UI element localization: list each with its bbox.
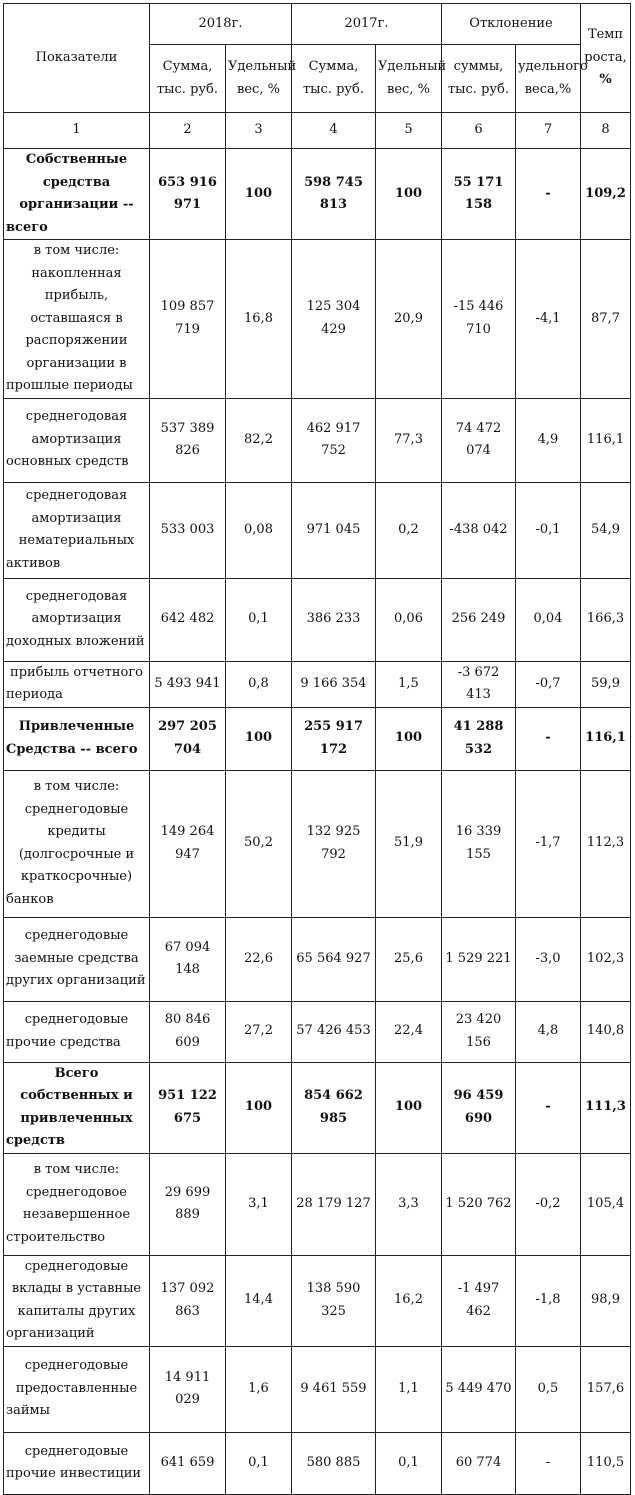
deviation-sum: 1 520 762 bbox=[442, 1153, 516, 1255]
share-2018: 0,8 bbox=[226, 661, 292, 707]
table-row bbox=[4, 917, 631, 1001]
row-label: Собственные средства организации -- всего bbox=[4, 149, 150, 240]
sum-2018: 641 659 bbox=[150, 1432, 226, 1494]
row-label: среднегодовая амортизация доходных вложений bbox=[4, 578, 150, 661]
sum-2018: 14 911 029 bbox=[150, 1346, 226, 1432]
deviation-share: -3,0 bbox=[516, 917, 581, 1001]
share-2017: 20,9 bbox=[376, 240, 442, 399]
row-label: Всего собственных и привлеченных средств bbox=[4, 1062, 150, 1153]
deviation-sum: 16 339 155 bbox=[442, 770, 516, 917]
share-2018: 27,2 bbox=[226, 1001, 292, 1062]
header-dev-sum: суммы, тыс. руб. bbox=[442, 45, 516, 113]
column-number: 8 bbox=[581, 113, 631, 149]
sum-2017: 598 745 813 bbox=[292, 149, 376, 240]
growth-rate: 140,8 bbox=[581, 1001, 631, 1062]
deviation-sum: -438 042 bbox=[442, 482, 516, 578]
header-growth-line1: Темп bbox=[587, 27, 624, 43]
header-share-2018: Удельный вес, % bbox=[226, 45, 292, 113]
growth-rate: 87,7 bbox=[581, 240, 631, 399]
growth-rate: 105,4 bbox=[581, 1153, 631, 1255]
sum-2018: 109 857 719 bbox=[150, 240, 226, 399]
deviation-share: - bbox=[516, 149, 581, 240]
growth-rate: 54,9 bbox=[581, 482, 631, 578]
table-row bbox=[4, 1432, 631, 1494]
deviation-share: -0,2 bbox=[516, 1153, 581, 1255]
header-2017: 2017г. bbox=[292, 4, 442, 45]
sum-2017: 132 925 792 bbox=[292, 770, 376, 917]
deviation-sum: 74 472 074 bbox=[442, 398, 516, 482]
row-label: среднегодовые вклады в уставные капиталы других организаций bbox=[4, 1255, 150, 1346]
sum-2018: 137 092 863 bbox=[150, 1255, 226, 1346]
deviation-sum: -15 446 710 bbox=[442, 240, 516, 399]
row-label: среднегодовые предоставленные займы bbox=[4, 1346, 150, 1432]
deviation-share: 0,04 bbox=[516, 578, 581, 661]
column-number: 3 bbox=[226, 113, 292, 149]
deviation-sum: 23 420 156 bbox=[442, 1001, 516, 1062]
share-2018: 100 bbox=[226, 149, 292, 240]
sum-2017: 9 166 354 bbox=[292, 661, 376, 707]
table-row bbox=[4, 1346, 631, 1432]
share-2017: 22,4 bbox=[376, 1001, 442, 1062]
share-2017: 1,1 bbox=[376, 1346, 442, 1432]
sum-2017: 9 461 559 bbox=[292, 1346, 376, 1432]
share-2018: 1,6 bbox=[226, 1346, 292, 1432]
header-sum-2018: Сумма, тыс. руб. bbox=[150, 45, 226, 113]
deviation-sum: -3 672 413 bbox=[442, 661, 516, 707]
deviation-share: 0,5 bbox=[516, 1346, 581, 1432]
table-row bbox=[4, 707, 631, 770]
growth-rate: 116,1 bbox=[581, 707, 631, 770]
sum-2017: 386 233 bbox=[292, 578, 376, 661]
deviation-sum: 1 529 221 bbox=[442, 917, 516, 1001]
table-row bbox=[4, 149, 631, 240]
deviation-share: - bbox=[516, 1432, 581, 1494]
growth-rate: 109,2 bbox=[581, 149, 631, 240]
header-share-2017: Удельный вес, % bbox=[376, 45, 442, 113]
sum-2017: 971 045 bbox=[292, 482, 376, 578]
share-2017: 3,3 bbox=[376, 1153, 442, 1255]
growth-rate: 111,3 bbox=[581, 1062, 631, 1153]
share-2017: 100 bbox=[376, 149, 442, 240]
sum-2018: 149 264 947 bbox=[150, 770, 226, 917]
table-row bbox=[4, 770, 631, 917]
sum-2017: 65 564 927 bbox=[292, 917, 376, 1001]
deviation-share: -0,1 bbox=[516, 482, 581, 578]
share-2018: 0,1 bbox=[226, 1432, 292, 1494]
share-2017: 16,2 bbox=[376, 1255, 442, 1346]
share-2017: 100 bbox=[376, 707, 442, 770]
deviation-sum: -1 497 462 bbox=[442, 1255, 516, 1346]
header-growth-line3: % bbox=[599, 72, 612, 88]
deviation-sum: 41 288 532 bbox=[442, 707, 516, 770]
column-number: 4 bbox=[292, 113, 376, 149]
sum-2017: 28 179 127 bbox=[292, 1153, 376, 1255]
header-2018: 2018г. bbox=[150, 4, 292, 45]
sum-2018: 537 389 826 bbox=[150, 398, 226, 482]
sum-2017: 462 917 752 bbox=[292, 398, 376, 482]
table-row bbox=[4, 1153, 631, 1255]
row-label: среднегодовая амортизация нематериальных активов bbox=[4, 482, 150, 578]
share-2018: 0,1 bbox=[226, 578, 292, 661]
table-row bbox=[4, 578, 631, 661]
row-label: в том числе: среднегодовое незавершенное строительство bbox=[4, 1153, 150, 1255]
growth-rate: 98,9 bbox=[581, 1255, 631, 1346]
sum-2018: 533 003 bbox=[150, 482, 226, 578]
column-number: 1 bbox=[4, 113, 150, 149]
sum-2017: 580 885 bbox=[292, 1432, 376, 1494]
growth-rate: 112,3 bbox=[581, 770, 631, 917]
sum-2017: 138 590 325 bbox=[292, 1255, 376, 1346]
table-row bbox=[4, 482, 631, 578]
sum-2017: 57 426 453 bbox=[292, 1001, 376, 1062]
share-2018: 100 bbox=[226, 1062, 292, 1153]
sum-2018: 951 122 675 bbox=[150, 1062, 226, 1153]
header-growth-rate bbox=[581, 4, 631, 113]
growth-rate: 59,9 bbox=[581, 661, 631, 707]
share-2018: 3,1 bbox=[226, 1153, 292, 1255]
share-2017: 0,1 bbox=[376, 1432, 442, 1494]
deviation-sum: 96 459 690 bbox=[442, 1062, 516, 1153]
growth-rate: 157,6 bbox=[581, 1346, 631, 1432]
header-indicators: Показатели bbox=[4, 4, 150, 113]
sum-2018: 642 482 bbox=[150, 578, 226, 661]
column-number: 6 bbox=[442, 113, 516, 149]
sum-2018: 29 699 889 bbox=[150, 1153, 226, 1255]
share-2018: 16,8 bbox=[226, 240, 292, 399]
row-label: среднегодовые прочие средства bbox=[4, 1001, 150, 1062]
deviation-sum: 256 249 bbox=[442, 578, 516, 661]
row-label: в том числе: среднегодовые кредиты (долгосрочные и краткосрочные) банков bbox=[4, 770, 150, 917]
share-2017: 0,06 bbox=[376, 578, 442, 661]
row-label: среднегодовые прочие инвестиции bbox=[4, 1432, 150, 1494]
table-row bbox=[4, 398, 631, 482]
share-2018: 22,6 bbox=[226, 917, 292, 1001]
column-number: 2 bbox=[150, 113, 226, 149]
table-row bbox=[4, 1255, 631, 1346]
deviation-share: -1,8 bbox=[516, 1255, 581, 1346]
header-deviation: Отклонение bbox=[442, 4, 581, 45]
row-label: среднегодовая амортизация основных средств bbox=[4, 398, 150, 482]
deviation-sum: 60 774 bbox=[442, 1432, 516, 1494]
growth-rate: 110,5 bbox=[581, 1432, 631, 1494]
sum-2017: 854 662 985 bbox=[292, 1062, 376, 1153]
share-2018: 50,2 bbox=[226, 770, 292, 917]
deviation-share: -4,1 bbox=[516, 240, 581, 399]
share-2018: 14,4 bbox=[226, 1255, 292, 1346]
deviation-sum: 5 449 470 bbox=[442, 1346, 516, 1432]
share-2017: 25,6 bbox=[376, 917, 442, 1001]
share-2017: 100 bbox=[376, 1062, 442, 1153]
table-row bbox=[4, 1001, 631, 1062]
share-2018: 82,2 bbox=[226, 398, 292, 482]
header-sum-2017: Сумма, тыс. руб. bbox=[292, 45, 376, 113]
column-number: 7 bbox=[516, 113, 581, 149]
table-row bbox=[4, 240, 631, 399]
deviation-share: - bbox=[516, 1062, 581, 1153]
row-label: среднегодовые заемные средства других организаций bbox=[4, 917, 150, 1001]
indicators-table bbox=[3, 3, 631, 1495]
sum-2018: 67 094 148 bbox=[150, 917, 226, 1001]
deviation-share: - bbox=[516, 707, 581, 770]
column-number: 5 bbox=[376, 113, 442, 149]
share-2017: 1,5 bbox=[376, 661, 442, 707]
deviation-share: 4,8 bbox=[516, 1001, 581, 1062]
header-growth-line2: роста, bbox=[584, 49, 627, 65]
deviation-sum: 55 171 158 bbox=[442, 149, 516, 240]
deviation-share: 4,9 bbox=[516, 398, 581, 482]
sum-2018: 653 916 971 bbox=[150, 149, 226, 240]
header-dev-share: удельного веса,% bbox=[516, 45, 581, 113]
share-2018: 0,08 bbox=[226, 482, 292, 578]
share-2017: 0,2 bbox=[376, 482, 442, 578]
table-row bbox=[4, 1062, 631, 1153]
sum-2018: 5 493 941 bbox=[150, 661, 226, 707]
table-row bbox=[4, 661, 631, 707]
growth-rate: 116,1 bbox=[581, 398, 631, 482]
row-label: Привлеченные Средства -- всего bbox=[4, 707, 150, 770]
sum-2017: 125 304 429 bbox=[292, 240, 376, 399]
share-2017: 51,9 bbox=[376, 770, 442, 917]
share-2018: 100 bbox=[226, 707, 292, 770]
share-2017: 77,3 bbox=[376, 398, 442, 482]
sum-2018: 80 846 609 bbox=[150, 1001, 226, 1062]
sum-2017: 255 917 172 bbox=[292, 707, 376, 770]
deviation-share: -1,7 bbox=[516, 770, 581, 917]
sum-2018: 297 205 704 bbox=[150, 707, 226, 770]
deviation-share: -0,7 bbox=[516, 661, 581, 707]
row-label: прибыль отчетного периода bbox=[4, 661, 150, 707]
row-label: в том числе: накопленная прибыль, оставшаяся в распоряжении организации в прошлые периоды bbox=[4, 240, 150, 399]
growth-rate: 166,3 bbox=[581, 578, 631, 661]
growth-rate: 102,3 bbox=[581, 917, 631, 1001]
